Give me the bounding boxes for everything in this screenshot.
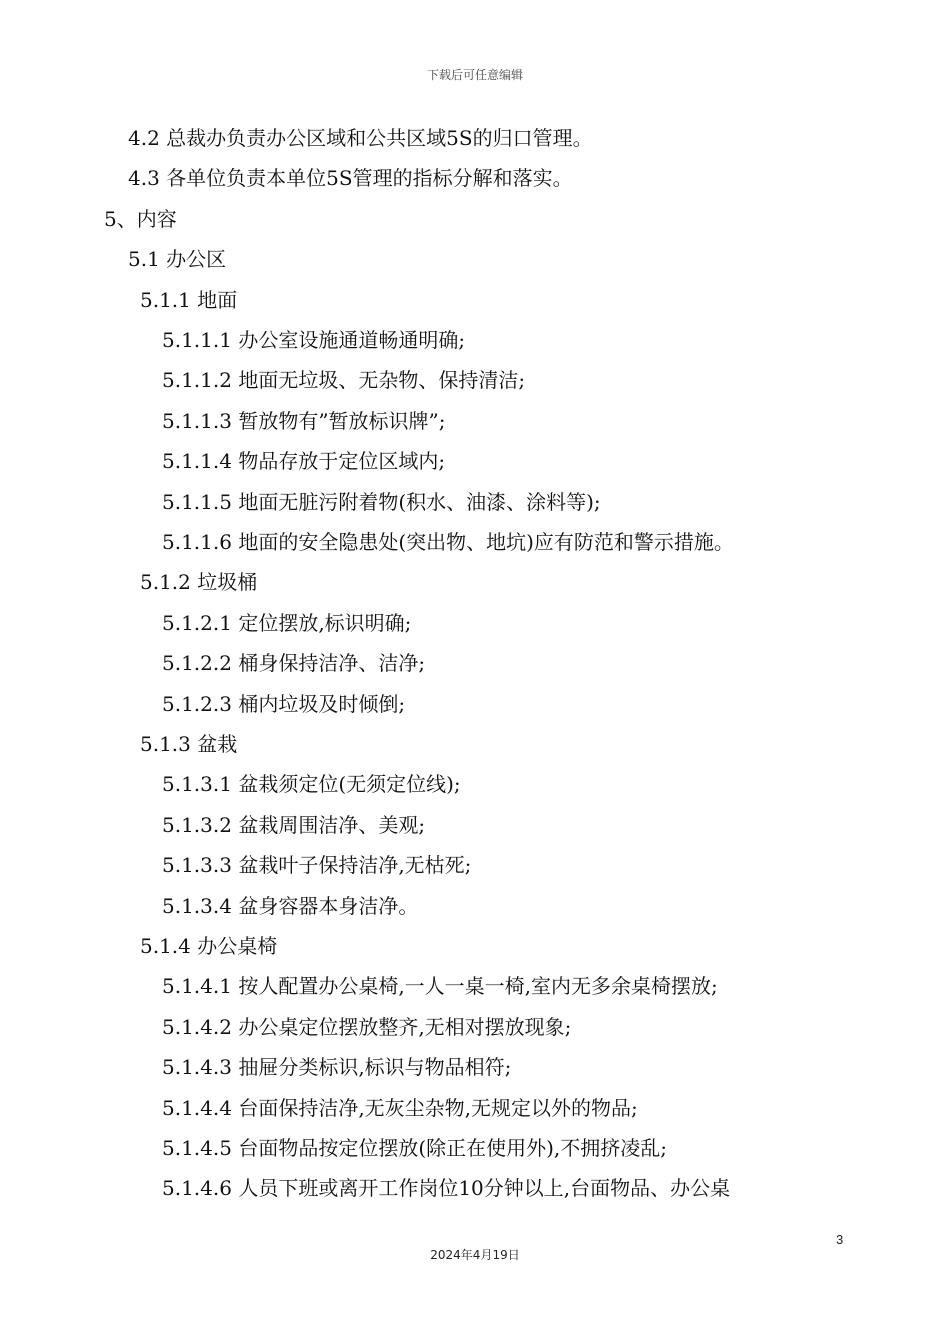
text-line: 5.1.1.4 物品存放于定位区域内; (162, 449, 446, 474)
text-line: 5.1.2.3 桶内垃圾及时倾倒; (162, 691, 406, 716)
text-line: 5.1 办公区 (128, 247, 227, 272)
text-line: 5.1.1.5 地面无脏污附着物(积水、油漆、涂料等); (162, 489, 601, 514)
text-line: 5.1.1.1 办公室设施通道畅通明确; (162, 328, 466, 352)
text-line: 5.1.3 盆栽 (140, 732, 238, 756)
text-line: 5.1.4.2 办公桌定位摆放整齐,无相对摆放现象; (162, 1014, 572, 1039)
text-line: 5.1.1.2 地面无垃圾、无杂物、保持清洁; (162, 368, 526, 393)
text-line: 4.3 各单位负责本单位5S管理的指标分解和落实。 (128, 166, 573, 191)
text-line: 5.1.3.2 盆栽周围洁净、美观; (162, 812, 426, 837)
text-line: 5.1.3.3 盆栽叶子保持洁净,无枯死; (162, 853, 472, 878)
text-line: 5.1.3.1 盆栽须定位(无须定位线); (162, 772, 461, 797)
text-line: 5.1.3.4 盆身容器本身洁净。 (162, 893, 419, 918)
text-line: 5.1.4.4 台面保持洁净,无灰尘杂物,无规定以外的物品; (162, 1095, 638, 1120)
page-header: 下载后可任意编辑 (426, 68, 523, 82)
text-line: 5.1.4.1 按人配置办公桌椅,一人一桌一椅,室内无多余桌椅摆放; (162, 974, 718, 999)
text-line: 5、内容 (104, 206, 177, 231)
text-line: 5.1.1.6 地面的安全隐患处(突出物、地坑)应有防范和警示措施。 (162, 530, 734, 554)
text-line: 5.1.1 地面 (140, 287, 238, 312)
text-line: 5.1.2.1 定位摆放,标识明确; (162, 610, 412, 635)
page-number: 3 (836, 1232, 844, 1247)
text-line: 5.1.4.3 抽屉分类标识,标识与物品相符; (162, 1055, 512, 1080)
text-line: 5.1.4.5 台面物品按定位摆放(除正在使用外),不拥挤凌乱; (162, 1136, 668, 1160)
text-line: 5.1.4 办公桌椅 (140, 934, 278, 958)
text-line: 5.1.2.2 桶身保持洁净、洁净; (162, 651, 426, 676)
text-line: 5.1.4.6 人员下班或离开工作岗位10分钟以上,台面物品、办公桌 (162, 1176, 731, 1201)
footer-date: 2024年4月19日 (430, 1248, 520, 1262)
text-line: 5.1.2 垃圾桶 (140, 570, 258, 595)
text-line: 4.2 总裁办负责办公区域和公共区域5S的归口管理。 (128, 126, 593, 150)
text-line: 5.1.1.3 暂放物有”暂放标识牌”; (162, 408, 446, 433)
